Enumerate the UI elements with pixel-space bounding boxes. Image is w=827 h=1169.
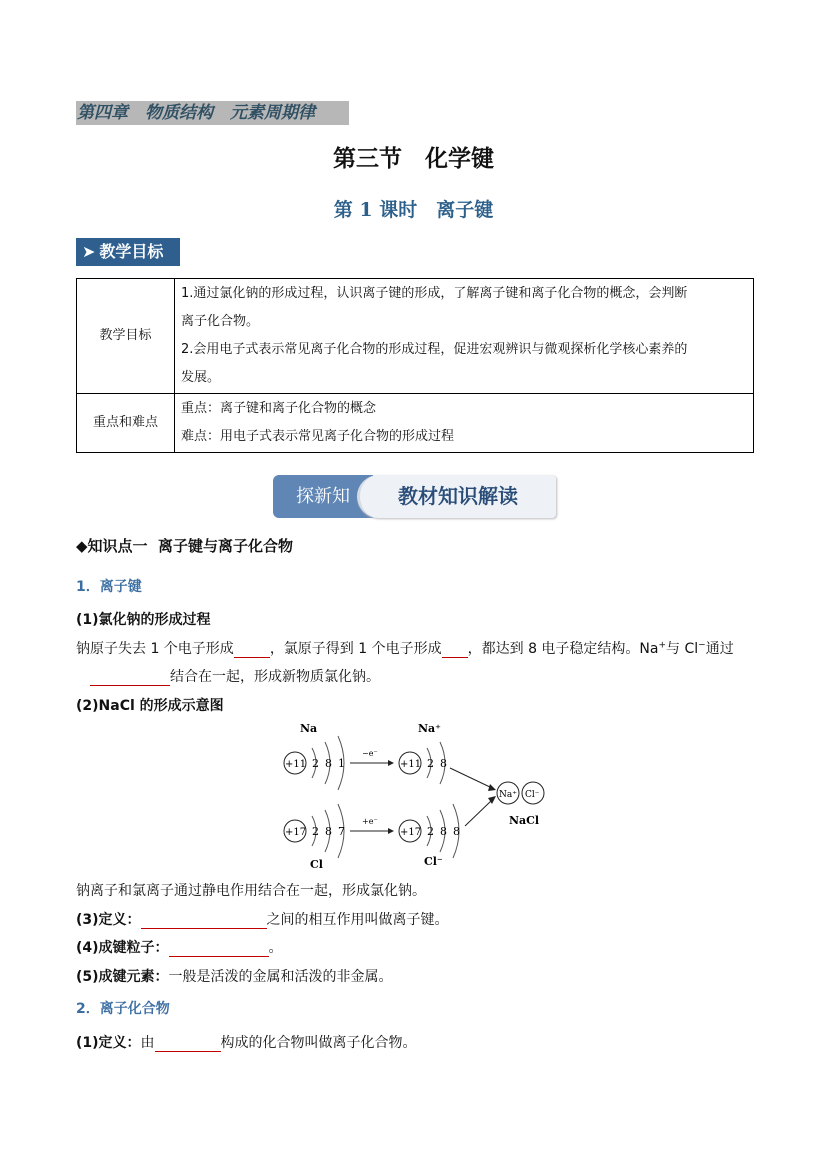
goal-line: 离子化合物。 [181, 314, 260, 329]
gain-electron-label: +e⁻ [362, 817, 378, 826]
na-nucleus-charge: +11 [285, 759, 307, 770]
table-cell-body [175, 394, 754, 453]
text-span: 。 [268, 940, 283, 956]
section-title: 第三节 化学键 [333, 146, 494, 172]
arrow-head-icon [388, 828, 394, 834]
shell-count: 2 [427, 757, 434, 770]
paragraph-line: 钠离子和氯离子通过静电作用结合在一起，形成氯化钠。 [76, 883, 426, 899]
table-row [77, 394, 754, 453]
product-cl-label: Cl⁻ [525, 790, 540, 800]
cl-ion-nucleus-charge: +17 [400, 827, 422, 838]
text-span: 构成的化合物叫做离子化合物。 [220, 1035, 417, 1051]
item-label: (4)成键粒子： [76, 940, 169, 956]
goals-table [76, 278, 754, 453]
teaching-goals-tag [76, 238, 180, 266]
banner-right-label: 教材知识解读 [357, 475, 556, 518]
paragraph-line [76, 937, 283, 957]
paragraph-line [90, 666, 380, 686]
text-span: 由 [140, 1035, 155, 1051]
fill-blank [90, 669, 170, 686]
item-label: (3)定义： [76, 912, 141, 928]
text-span: ，都达到 8 电子稳定结构。Na [467, 641, 659, 657]
item-heading: (1)氯化钠的形成过程 [76, 612, 211, 628]
table-row [77, 279, 754, 394]
shell-count: 7 [338, 825, 345, 838]
lose-electron-label: −e⁻ [362, 749, 378, 758]
knowledge-point-heading: ◆知识点一 离子键与离子化合物 [76, 537, 293, 555]
chapter-heading: 第四章 物质结构 元素周期律 [76, 101, 349, 125]
paragraph-line: 钠原子失去 1 个电子形成 ，氯原子得到 1 个电子形成 ，都达到 8 电子稳定结构。Na+与 Cl−通过 [76, 640, 734, 657]
text-span: ，氯原子得到 1 个电子形成 [269, 641, 442, 657]
item-heading: (2)NaCl 的形成示意图 [76, 698, 224, 714]
nacl-formation-diagram [270, 718, 560, 873]
table-cell-head: 重点和难点 [77, 394, 175, 453]
text-span: 钠原子失去 1 个电子形成 [76, 641, 234, 657]
text-span: 结合在一起，形成新物质氯化钠。 [170, 669, 380, 685]
cl-atom-label: Cl [310, 858, 323, 871]
goal-line: 发展。 [181, 370, 221, 385]
table-cell-head: 教学目标 [77, 279, 175, 394]
shell-count: 8 [453, 825, 460, 838]
paragraph-line [76, 966, 393, 986]
paragraph-line [76, 1032, 417, 1052]
goal-line: 2.会用电子式表示常见离子化合物的形成过程，促进宏观辨识与微观探析化学核心素养的 [181, 342, 688, 357]
item-label: (5)成键元素： [76, 969, 169, 985]
cl-ion-label: Cl⁻ [424, 855, 443, 868]
product-na-label: Na⁺ [499, 790, 517, 800]
fill-blank [141, 912, 267, 929]
product-nacl-label: NaCl [509, 814, 540, 827]
shell-count: 2 [427, 825, 434, 838]
shell-count: 2 [312, 825, 319, 838]
banner-left-label: 探新知 [273, 475, 373, 518]
key-point-line: 重点：离子键和离子化合物的概念 [181, 401, 377, 416]
section-heading-ionic-compound: 2．离子化合物 [76, 1001, 170, 1017]
na-atom-label: Na [300, 722, 318, 735]
paragraph-line [76, 909, 449, 929]
shell-count: 2 [312, 757, 319, 770]
cl-nucleus-charge: +17 [285, 827, 307, 838]
item-label: (1)定义： [76, 1035, 141, 1051]
teaching-goals-tag-label: 教学目标 [99, 242, 164, 261]
text-span: 之间的相互作用叫做离子键。 [266, 912, 449, 928]
arrow-head-icon [488, 784, 496, 791]
arrow-head-icon [388, 760, 394, 766]
shell-count: 8 [325, 757, 332, 770]
combine-arrow [465, 800, 492, 826]
shell-count: 8 [440, 757, 447, 770]
na-ion-label: Na⁺ [418, 722, 441, 735]
fill-blank [442, 641, 468, 658]
difficulty-line: 难点：用电子式表示常见离子化合物的形成过程 [181, 429, 455, 444]
section-banner [273, 475, 553, 518]
text-span: 与 Cl [666, 641, 699, 657]
fill-blank [234, 641, 270, 658]
goal-line: 1.通过氯化钠的形成过程，认识离子键的形成，了解离子键和离子化合物的概念，会判断 [181, 286, 688, 301]
fill-blank [155, 1035, 221, 1052]
text-span: 通过 [705, 641, 734, 657]
shell-count: 8 [325, 825, 332, 838]
arrow-right-icon: ➤ [82, 242, 96, 261]
combine-arrow [450, 768, 492, 788]
shell-count: 1 [338, 757, 345, 770]
na-ion-nucleus-charge: +11 [400, 759, 422, 770]
shell-count: 8 [440, 825, 447, 838]
fill-blank [169, 940, 269, 957]
section-heading-ionic-bond: 1．离子键 [76, 579, 142, 595]
lesson-subtitle: 第 1 课时 离子键 [333, 199, 494, 221]
table-cell-body [175, 279, 754, 394]
text-span: 一般是活泼的金属和活泼的非金属。 [168, 969, 393, 985]
